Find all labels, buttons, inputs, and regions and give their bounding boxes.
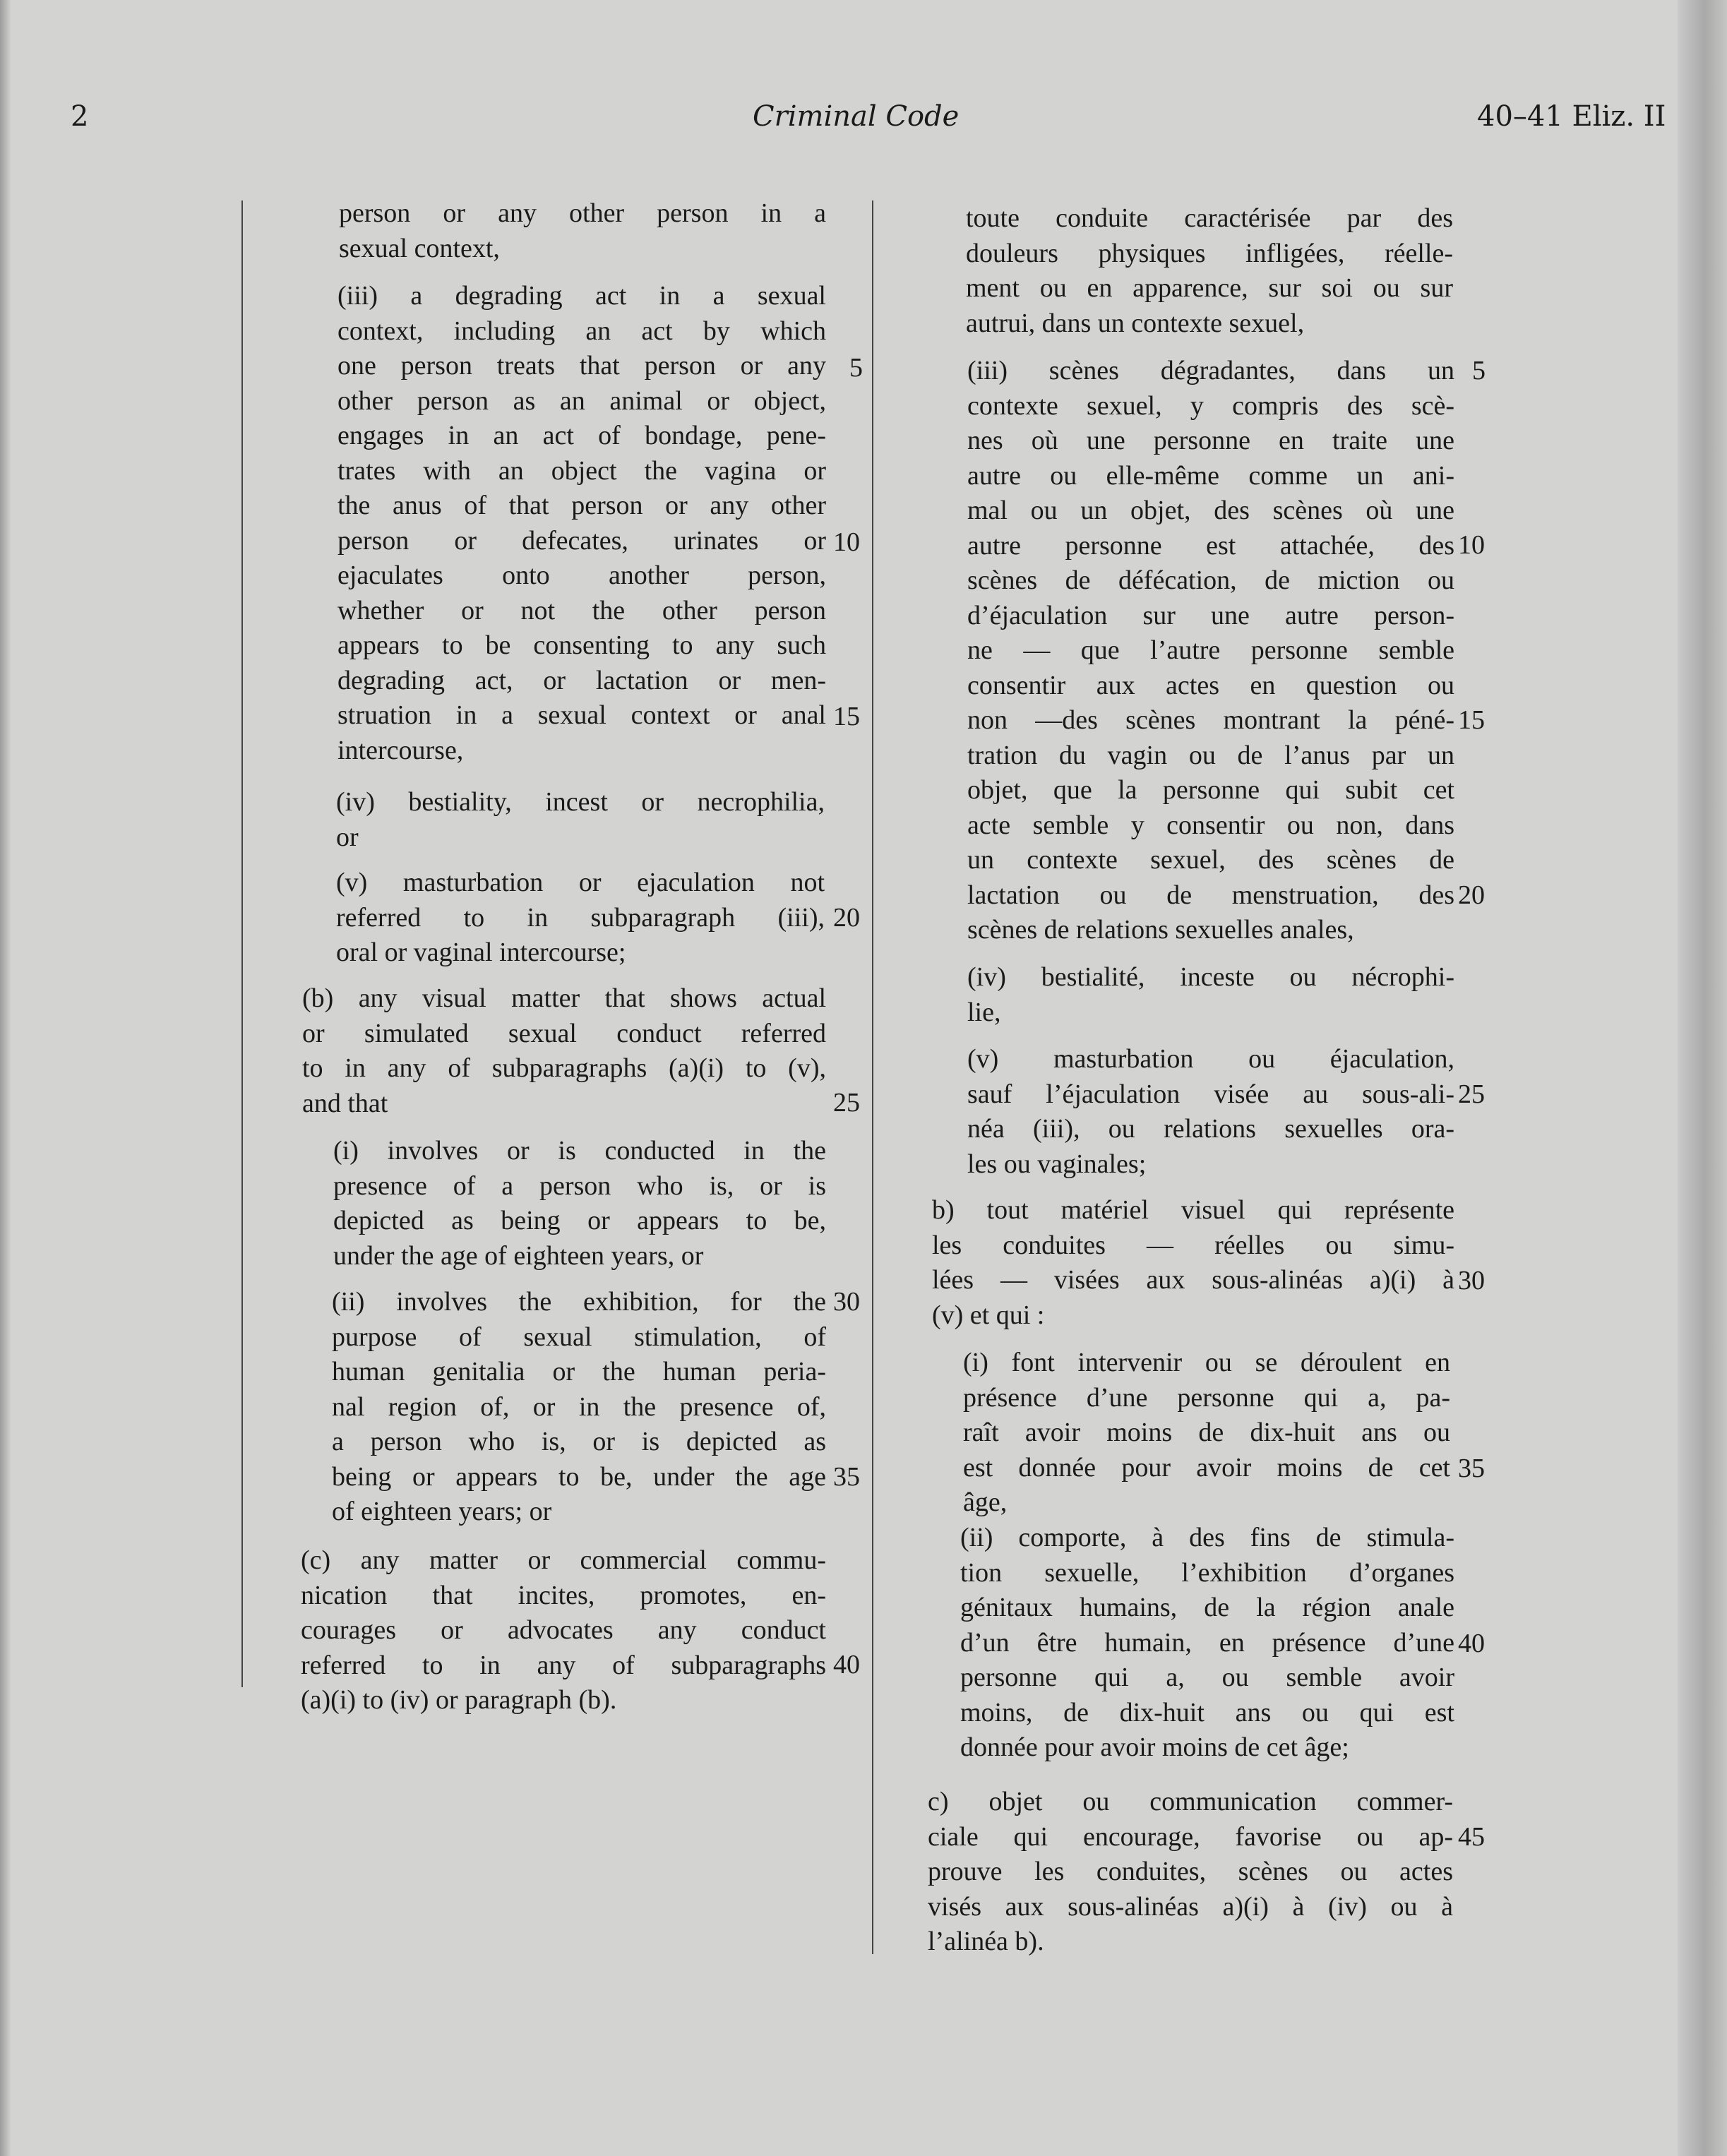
fr-paragraph-b: [932, 1193, 1454, 1333]
fr-line-number: 15: [1458, 705, 1485, 735]
fr-b-subparagraph-ii: [960, 1521, 1454, 1766]
en-line-number: 35: [833, 1462, 860, 1492]
en-paragraph-c: [301, 1543, 826, 1718]
text-line: one person treats that person or any: [337, 351, 826, 381]
text-line: other person as an animal or object,: [337, 385, 826, 416]
text-line: (ii) comporte, à des fins de stimula-: [960, 1523, 1454, 1552]
text-line: (iv) bestialité, inceste ou nécrophi-: [967, 962, 1454, 992]
text-line: (v) et qui :: [932, 1300, 1045, 1330]
text-line: of eighteen years; or: [332, 1497, 552, 1526]
text-line: (b) any visual matter that shows actual: [302, 983, 826, 1013]
text-line: l’alinéa b).: [928, 1927, 1044, 1956]
text-line: prouve les conduites, scènes ou actes: [928, 1857, 1453, 1886]
en-subparagraph-iv: [336, 785, 825, 855]
text-line: nication that incites, promotes, en-: [301, 1580, 826, 1610]
text-line: b) tout matériel visuel qui représente: [932, 1195, 1454, 1225]
fr-line-number: 45: [1458, 1822, 1485, 1852]
text-line: depicted as being or appears to be,: [333, 1206, 826, 1235]
text-line: lactation ou de menstruation, des: [967, 880, 1454, 910]
en-line-number: 40: [833, 1650, 860, 1679]
text-line: lie,: [967, 997, 1001, 1027]
text-line: nes où une personne en traite une: [967, 426, 1454, 455]
text-line: a person who is, or is depicted as: [332, 1427, 826, 1456]
fr-line-number: 20: [1458, 880, 1485, 910]
text-line: referred to in any of subparagraphs: [301, 1650, 826, 1680]
en-line-number: 10: [833, 527, 860, 557]
text-line: ment ou en apparence, sur soi ou sur: [966, 273, 1453, 303]
running-title: Criminal Code: [753, 100, 960, 133]
text-line: referred to in subparagraph (iii),: [336, 902, 825, 933]
text-line: d’éjaculation sur une autre person-: [967, 600, 1454, 630]
text-line: moins, de dix-huit ans ou qui est: [960, 1697, 1454, 1727]
text-line: génitaux humains, de la région anale: [960, 1593, 1454, 1622]
text-line: mal ou un objet, des scènes où une: [967, 496, 1454, 525]
text-line: degrading act, or lactation or men-: [337, 665, 826, 695]
fr-subparagraph-v: [967, 1042, 1454, 1182]
text-line: lées — visées aux sous-alinéas a)(i) à: [932, 1265, 1454, 1295]
fr-subparagraph-iii: [967, 354, 1454, 948]
page-edge-left: [0, 0, 11, 2156]
en-line-number: 30: [833, 1287, 860, 1317]
text-line: (ii) involves the exhibition, for the: [332, 1287, 826, 1317]
en-b-subparagraph-ii: [332, 1285, 826, 1530]
text-line: oral or vaginal intercourse;: [336, 938, 626, 967]
text-line: (iii) a degrading act in a sexual: [337, 281, 826, 311]
text-line: tration du vagin ou de l’anus par un: [967, 740, 1454, 770]
text-line: autre ou elle-même comme un ani-: [967, 460, 1454, 491]
page-number: 2: [71, 100, 89, 133]
en-line-number: 15: [833, 702, 860, 731]
text-line: (iv) bestiality, incest or necrophilia,: [336, 787, 825, 817]
regnal-year: 40–41 Eliz. II: [1477, 100, 1666, 133]
fr-line-number: 35: [1458, 1454, 1485, 1483]
text-line: âge,: [963, 1487, 1008, 1517]
text-line: (v) masturbation ou éjaculation,: [967, 1044, 1454, 1074]
text-line: (v) masturbation or ejaculation not: [336, 868, 825, 897]
page-edge-right: [1678, 0, 1727, 2156]
text-line: engages in an act of bondage, pene-: [337, 421, 826, 450]
en-subparagraph-v: [336, 866, 825, 971]
en-b-subparagraph-i: [333, 1134, 826, 1274]
text-line: person or defecates, urinates or: [337, 525, 826, 556]
text-line: visés aux sous-alinéas a)(i) à (iv) ou à: [928, 1891, 1453, 1922]
text-line: raît avoir moins de dix-huit ans ou: [963, 1418, 1450, 1447]
text-line: appears to be consenting to any such: [337, 630, 826, 660]
en-paragraph-b: [302, 981, 826, 1121]
text-line: being or appears to be, under the age: [332, 1461, 826, 1492]
en-subparagraph-iii: [337, 279, 826, 768]
text-line: purpose of sexual stimulation, of: [332, 1322, 826, 1352]
text-line: d’un être humain, en présence d’une: [960, 1627, 1454, 1658]
text-line: presence of a person who is, or is: [333, 1170, 826, 1201]
text-line: ne — que l’autre personne semble: [967, 635, 1454, 665]
text-line: acte semble y consentir ou non, dans: [967, 810, 1454, 840]
text-line: struation in a sexual context or anal: [337, 700, 826, 730]
en-paragraph-context: [339, 196, 826, 266]
text-line: person or any other person in a: [339, 198, 826, 228]
text-line: tion sexuelle, l’exhibition d’organes: [960, 1557, 1454, 1588]
fr-line-number: 40: [1458, 1629, 1485, 1658]
text-line: (c) any matter or commercial commu-: [301, 1545, 826, 1575]
fr-continued-text: [966, 201, 1453, 341]
en-line-number: 5: [849, 353, 863, 383]
text-line: les ou vaginales;: [967, 1149, 1147, 1179]
text-line: nal region of, or in the presence of,: [332, 1391, 826, 1422]
fr-line-number: 5: [1472, 356, 1486, 385]
text-line: contexte sexuel, y compris des scè-: [967, 390, 1454, 421]
text-line: sauf l’éjaculation visée au sous-ali-: [967, 1079, 1454, 1109]
text-line: donnée pour avoir moins de cet âge;: [960, 1732, 1349, 1762]
text-line: (i) involves or is conducted in the: [333, 1136, 826, 1166]
text-line: courages or advocates any conduct: [301, 1615, 826, 1645]
text-line: douleurs physiques infligées, réelle-: [966, 238, 1453, 268]
text-line: objet, que la personne qui subit cet: [967, 775, 1454, 805]
left-margin-rule: [241, 200, 243, 1687]
text-line: under the age of eighteen years, or: [333, 1240, 704, 1271]
text-line: autrui, dans un contexte sexuel,: [966, 308, 1305, 338]
fr-paragraph-c: [928, 1785, 1453, 1960]
text-line: context, including an act by which: [337, 316, 826, 346]
fr-line-number: 30: [1458, 1266, 1485, 1295]
text-line: intercourse,: [337, 735, 464, 765]
text-line: personne qui a, ou semble avoir: [960, 1663, 1454, 1692]
text-line: to in any of subparagraphs (a)(i) to (v),: [302, 1053, 826, 1083]
text-line: est donnée pour avoir moins de cet: [963, 1452, 1450, 1483]
text-line: and that: [302, 1088, 388, 1118]
text-line: ejaculates onto another person,: [337, 561, 826, 590]
fr-line-number: 10: [1458, 530, 1485, 560]
text-line: présence d’une personne qui a, pa-: [963, 1382, 1450, 1413]
text-line: toute conduite caractérisée par des: [966, 203, 1453, 233]
text-line: (iii) scènes dégradantes, dans un: [967, 356, 1454, 385]
text-line: consentir aux actes en question ou: [967, 670, 1454, 700]
text-line: autre personne est attachée, des: [967, 530, 1454, 561]
fr-b-subparagraph-i: [963, 1346, 1450, 1521]
text-line: (i) font intervenir ou se déroulent en: [963, 1348, 1450, 1377]
en-line-number: 20: [833, 903, 860, 933]
en-line-number: 25: [833, 1088, 860, 1118]
text-line: the anus of that person or any other: [337, 491, 826, 520]
text-line: non —des scènes montrant la péné-: [967, 705, 1454, 735]
text-line: or simulated sexual conduct referred: [302, 1018, 826, 1048]
text-line: ciale qui encourage, favorise ou ap-: [928, 1821, 1453, 1852]
text-line: les conduites — réelles ou simu-: [932, 1230, 1454, 1260]
fr-line-number: 25: [1458, 1079, 1485, 1109]
text-line: c) objet ou communication commer-: [928, 1787, 1453, 1816]
text-line: trates with an object the vagina or: [337, 455, 826, 486]
text-line: (a)(i) to (iv) or paragraph (b).: [301, 1685, 617, 1715]
center-column-rule: [872, 200, 873, 1954]
text-line: néa (iii), ou relations sexuelles ora-: [967, 1114, 1454, 1144]
text-line: human genitalia or the human peria-: [332, 1357, 826, 1387]
fr-subparagraph-iv: [967, 960, 1454, 1030]
text-line: scènes de relations sexuelles anales,: [967, 915, 1354, 945]
text-line: or: [336, 822, 359, 852]
text-line: scènes de défécation, de miction ou: [967, 565, 1454, 595]
text-line: un contexte sexuel, des scènes de: [967, 845, 1454, 875]
text-line: sexual context,: [339, 233, 500, 263]
text-line: whether or not the other person: [337, 595, 826, 625]
